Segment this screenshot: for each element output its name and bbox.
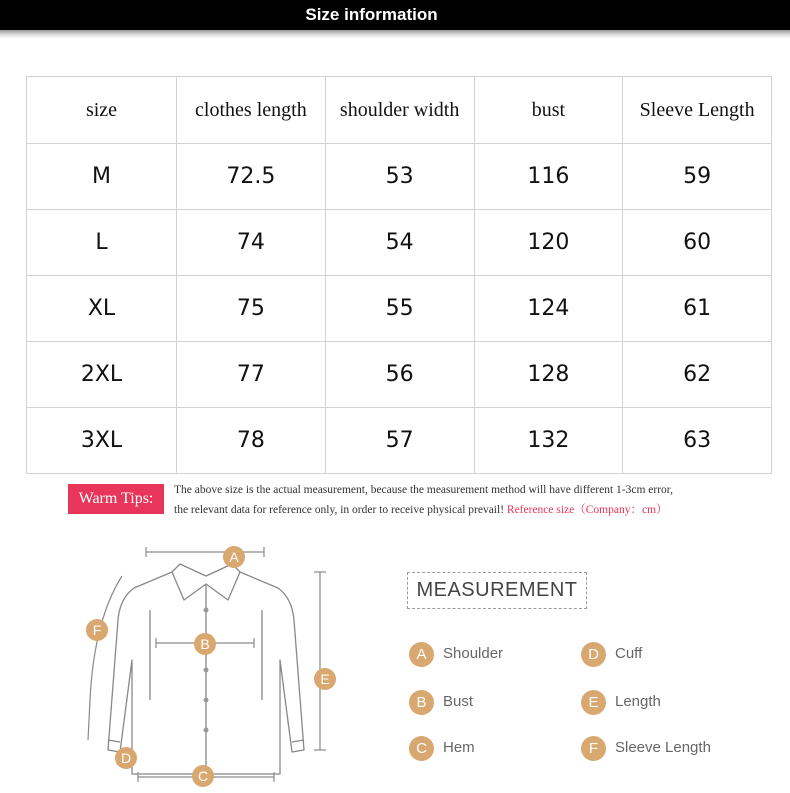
measurement-title: MEASUREMENT [416, 579, 578, 601]
table-header-row [27, 77, 772, 144]
table-row [27, 408, 772, 474]
table-cell: 63 [623, 408, 772, 474]
table-cell: 132 [474, 408, 623, 474]
size-cell: 2XL [27, 342, 177, 408]
size-cell: M [27, 144, 177, 210]
table-cell: 59 [623, 144, 772, 210]
legend-label: Sleeve Length [615, 739, 711, 756]
column-header: bust [474, 77, 623, 144]
legend-marker: A [409, 642, 434, 667]
table-row [27, 276, 772, 342]
table-cell: 75 [177, 276, 326, 342]
table-cell: 53 [325, 144, 474, 210]
legend-label: Cuff [615, 645, 643, 662]
tips-text-line-2-main: the relevant data for reference only, in order to receive physical prevail! [174, 504, 505, 516]
warm-tips-badge: Warm Tips: [68, 484, 164, 514]
marker-b: B [200, 636, 210, 652]
legend-label: Hem [443, 739, 475, 756]
column-header: clothes length [177, 77, 326, 144]
size-cell: L [27, 210, 177, 276]
size-cell: 3XL [27, 408, 177, 474]
table-cell: 61 [623, 276, 772, 342]
table-cell: 128 [474, 342, 623, 408]
table-cell: 116 [474, 144, 623, 210]
table-cell: 77 [177, 342, 326, 408]
marker-d: D [120, 750, 132, 766]
table-cell: 56 [325, 342, 474, 408]
marker-a: A [229, 549, 239, 565]
table-row [27, 342, 772, 408]
marker-e: E [320, 671, 330, 687]
table-cell: 55 [325, 276, 474, 342]
marker-f: F [92, 622, 102, 638]
shirt-illustration [68, 540, 368, 793]
measurement-title-box [407, 572, 587, 609]
page-title: Size information [305, 5, 438, 24]
legend-marker: B [409, 690, 434, 715]
reference-size-note: Reference size（Company：cm） [506, 504, 668, 516]
table-cell: 78 [177, 408, 326, 474]
column-header: Sleeve Length [623, 77, 772, 144]
header-bar [0, 0, 790, 30]
table-cell: 124 [474, 276, 623, 342]
column-header: shoulder width [325, 77, 474, 144]
table-row [27, 144, 772, 210]
table-cell: 74 [177, 210, 326, 276]
column-header: size [27, 77, 177, 144]
legend-marker: F [581, 736, 606, 761]
legend-marker: C [409, 736, 434, 761]
marker-c: C [197, 768, 209, 784]
size-table [26, 76, 772, 474]
legend-label: Bust [443, 693, 474, 710]
measure-lines [88, 547, 326, 782]
legend-marker: D [581, 642, 606, 667]
tips-text-line-1: The above size is the actual measurement, because the measurement method will have different 1-3cm error, [174, 484, 674, 496]
shirt-diagram [68, 540, 368, 793]
tips-text-line-2 [174, 501, 668, 517]
table-row [27, 210, 772, 276]
size-cell: XL [27, 276, 177, 342]
header-shadow [0, 30, 790, 39]
table-cell: 120 [474, 210, 623, 276]
legend-marker: E [581, 690, 606, 715]
legend-label: Shoulder [443, 645, 504, 662]
table-cell: 72.5 [177, 144, 326, 210]
table-cell: 57 [325, 408, 474, 474]
table-cell: 54 [325, 210, 474, 276]
table-cell: 62 [623, 342, 772, 408]
legend-label: Length [615, 693, 661, 710]
table-cell: 60 [623, 210, 772, 276]
